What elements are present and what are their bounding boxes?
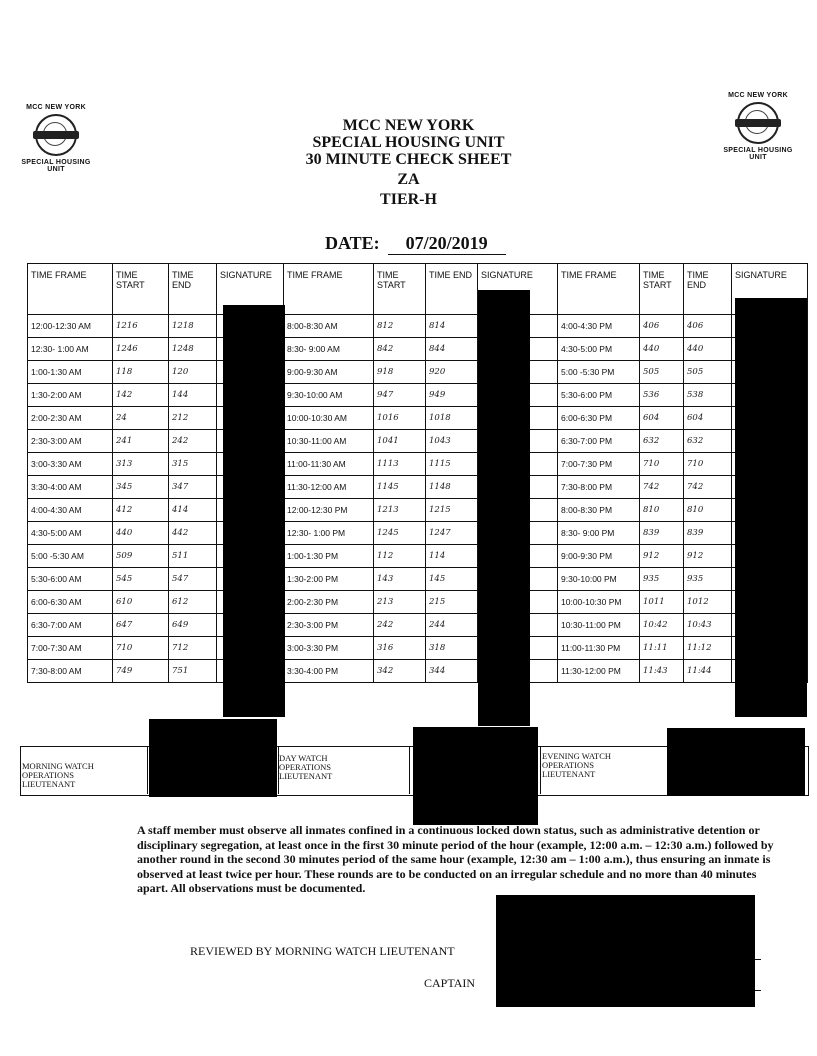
redacted-day-lieutenant [413, 727, 538, 825]
time-end-cell: 1218 [169, 315, 217, 338]
time-start-cell: 918 [374, 361, 426, 384]
time-frame-cell: 1:00-1:30 AM [28, 361, 113, 384]
time-end-cell: 814 [426, 315, 478, 338]
captain-label: CAPTAIN [424, 976, 476, 990]
time-frame-cell: 5:30-6:00 AM [28, 568, 113, 591]
time-start-cell: 1216 [113, 315, 169, 338]
time-end-cell: 414 [169, 499, 217, 522]
table-row [28, 430, 808, 453]
table-row [28, 545, 808, 568]
time-frame-cell: 3:00-3:30 AM [28, 453, 113, 476]
redacted-signature-day [478, 290, 530, 726]
date-line [325, 233, 506, 255]
logo-right-top-text: MCC NEW YORK [728, 92, 788, 99]
time-frame-cell: 10:30-11:00 AM [284, 430, 374, 453]
time-frame-cell: 2:30-3:00 PM [284, 614, 374, 637]
time-start-cell: 24 [113, 407, 169, 430]
logo-left-top-text: MCC NEW YORK [26, 104, 86, 111]
header-time-frame: TIME FRAME [28, 264, 113, 315]
time-start-cell: 242 [374, 614, 426, 637]
time-start-cell: 11:11 [640, 637, 684, 660]
time-end-cell: 11:12 [684, 637, 732, 660]
time-end-cell: 318 [426, 637, 478, 660]
time-end-cell: 505 [684, 361, 732, 384]
title-line-1: MCC NEW YORK [342, 117, 475, 134]
time-frame-cell: 7:00-7:30 AM [28, 637, 113, 660]
time-start-cell: 313 [113, 453, 169, 476]
time-frame-cell: 2:00-2:30 PM [284, 591, 374, 614]
time-start-cell: 1145 [374, 476, 426, 499]
header-signature: SIGNATURE [478, 264, 558, 315]
time-start-cell: 440 [640, 338, 684, 361]
time-end-cell: 712 [169, 637, 217, 660]
time-frame-cell: 12:00-12:30 AM [28, 315, 113, 338]
time-frame-cell: 12:00-12:30 PM [284, 499, 374, 522]
logo-left-bottom-text: SPECIAL HOUSING UNIT [21, 159, 91, 173]
time-frame-cell: 11:30-12:00 AM [284, 476, 374, 499]
time-frame-cell: 2:00-2:30 AM [28, 407, 113, 430]
time-start-cell: 1016 [374, 407, 426, 430]
time-start-cell: 213 [374, 591, 426, 614]
time-frame-cell: 4:00-4:30 AM [28, 499, 113, 522]
evening-lieutenant-label: EVENING WATCH OPERATIONS LIEUTENANT [542, 751, 612, 779]
header-signature: SIGNATURE [217, 264, 284, 315]
time-frame-cell: 4:30-5:00 PM [558, 338, 640, 361]
time-end-cell: 810 [684, 499, 732, 522]
time-start-cell: 406 [640, 315, 684, 338]
title-line-3: 30 MINUTE CHECK SHEET [305, 151, 512, 168]
time-end-cell: 511 [169, 545, 217, 568]
time-start-cell: 749 [113, 660, 169, 683]
time-frame-cell: 6:00-6:30 AM [28, 591, 113, 614]
date-value: 07/20/2019 [388, 233, 506, 255]
header-time-frame: TIME FRAME [284, 264, 374, 315]
table-row [28, 361, 808, 384]
table-row [28, 614, 808, 637]
time-frame-cell: 6:30-7:00 AM [28, 614, 113, 637]
time-end-cell: 442 [169, 522, 217, 545]
header-time-end: TIME END [169, 264, 217, 315]
time-start-cell: 632 [640, 430, 684, 453]
time-frame-cell: 9:30-10:00 AM [284, 384, 374, 407]
header-time-start: TIME START [113, 264, 169, 315]
time-start-cell: 710 [640, 453, 684, 476]
time-start-cell: 742 [640, 476, 684, 499]
time-start-cell: 604 [640, 407, 684, 430]
time-start-cell: 710 [113, 637, 169, 660]
morning-lieutenant-label: MORNING WATCH OPERATIONS LIEUTENANT [22, 761, 94, 789]
time-end-cell: 912 [684, 545, 732, 568]
table-row [28, 338, 808, 361]
time-frame-cell: 5:00 -5:30 PM [558, 361, 640, 384]
time-frame-cell: 7:00-7:30 PM [558, 453, 640, 476]
time-frame-cell: 7:30-8:00 PM [558, 476, 640, 499]
time-start-cell: 647 [113, 614, 169, 637]
time-frame-cell: 10:00-10:30 AM [284, 407, 374, 430]
time-end-cell: 935 [684, 568, 732, 591]
time-frame-cell: 3:00-3:30 PM [284, 637, 374, 660]
time-start-cell: 509 [113, 545, 169, 568]
time-start-cell: 912 [640, 545, 684, 568]
time-start-cell: 1041 [374, 430, 426, 453]
table-row [28, 453, 808, 476]
time-end-cell: 242 [169, 430, 217, 453]
time-frame-cell: 10:00-10:30 PM [558, 591, 640, 614]
time-end-cell: 215 [426, 591, 478, 614]
table-row [28, 637, 808, 660]
time-frame-cell: 10:30-11:00 PM [558, 614, 640, 637]
time-start-cell: 241 [113, 430, 169, 453]
header-time-start: TIME START [374, 264, 426, 315]
time-start-cell: 1011 [640, 591, 684, 614]
time-frame-cell: 11:30-12:00 PM [558, 660, 640, 683]
logo-right-bottom-text: SPECIAL HOUSING UNIT [723, 147, 793, 161]
title-line-5: TIER-H [380, 191, 437, 208]
table-row [28, 407, 808, 430]
header-time-start: TIME START [640, 264, 684, 315]
time-end-cell: 1247 [426, 522, 478, 545]
time-start-cell: 1246 [113, 338, 169, 361]
time-start-cell: 440 [113, 522, 169, 545]
time-frame-cell: 9:00-9:30 AM [284, 361, 374, 384]
time-frame-cell: 3:30-4:00 AM [28, 476, 113, 499]
table-row [28, 522, 808, 545]
time-end-cell: 612 [169, 591, 217, 614]
time-frame-cell: 4:30-5:00 AM [28, 522, 113, 545]
time-end-cell: 145 [426, 568, 478, 591]
time-frame-cell: 8:00-8:30 PM [558, 499, 640, 522]
time-start-cell: 810 [640, 499, 684, 522]
check-sheet-table [27, 263, 808, 683]
redacted-signature-evening [735, 298, 807, 717]
time-start-cell: 536 [640, 384, 684, 407]
time-end-cell: 1115 [426, 453, 478, 476]
time-frame-cell: 3:30-4:00 PM [284, 660, 374, 683]
title-line-4: ZA [397, 171, 420, 188]
time-end-cell: 114 [426, 545, 478, 568]
time-end-cell: 742 [684, 476, 732, 499]
redacted-review-signatures [496, 895, 755, 1007]
time-end-cell: 547 [169, 568, 217, 591]
time-start-cell: 142 [113, 384, 169, 407]
time-end-cell: 1018 [426, 407, 478, 430]
header-time-frame: TIME FRAME [558, 264, 640, 315]
time-end-cell: 710 [684, 453, 732, 476]
time-end-cell: 751 [169, 660, 217, 683]
time-start-cell: 812 [374, 315, 426, 338]
time-start-cell: 545 [113, 568, 169, 591]
time-end-cell: 10:43 [684, 614, 732, 637]
time-end-cell: 844 [426, 338, 478, 361]
time-start-cell: 10:42 [640, 614, 684, 637]
date-label: DATE: [325, 233, 380, 253]
table-row [28, 384, 808, 407]
time-start-cell: 316 [374, 637, 426, 660]
time-start-cell: 1245 [374, 522, 426, 545]
time-frame-cell: 6:30-7:00 PM [558, 430, 640, 453]
time-start-cell: 839 [640, 522, 684, 545]
time-start-cell: 935 [640, 568, 684, 591]
time-start-cell: 112 [374, 545, 426, 568]
time-start-cell: 11:43 [640, 660, 684, 683]
redacted-morning-lieutenant [149, 719, 277, 797]
time-end-cell: 1215 [426, 499, 478, 522]
time-start-cell: 143 [374, 568, 426, 591]
time-frame-cell: 8:30- 9:00 PM [558, 522, 640, 545]
time-end-cell: 315 [169, 453, 217, 476]
reviewed-by-label: REVIEWED BY MORNING WATCH LIEUTENANT [190, 944, 455, 958]
time-start-cell: 947 [374, 384, 426, 407]
time-end-cell: 406 [684, 315, 732, 338]
time-start-cell: 610 [113, 591, 169, 614]
time-end-cell: 212 [169, 407, 217, 430]
time-frame-cell: 2:30-3:00 AM [28, 430, 113, 453]
time-frame-cell: 7:30-8:00 AM [28, 660, 113, 683]
time-end-cell: 649 [169, 614, 217, 637]
table-header-row [28, 264, 808, 315]
time-start-cell: 118 [113, 361, 169, 384]
day-lieutenant-label: DAY WATCH OPERATIONS LIEUTENANT [279, 753, 333, 781]
time-frame-cell: 11:00-11:30 AM [284, 453, 374, 476]
time-end-cell: 120 [169, 361, 217, 384]
table-row [28, 591, 808, 614]
table-row [28, 660, 808, 683]
header-time-end: TIME END [684, 264, 732, 315]
time-frame-cell: 6:00-6:30 PM [558, 407, 640, 430]
redacted-evening-lieutenant [667, 728, 805, 796]
time-start-cell: 1113 [374, 453, 426, 476]
time-end-cell: 244 [426, 614, 478, 637]
time-end-cell: 11:44 [684, 660, 732, 683]
time-start-cell: 412 [113, 499, 169, 522]
time-start-cell: 1213 [374, 499, 426, 522]
time-frame-cell: 1:30-2:00 PM [284, 568, 374, 591]
policy-paragraph: A staff member must observe all inmates confined in a continuous locked down status, such as administrative detention or disciplinary segregation, at least once in the first 30 minute period of the hour (example, 12:00 a.m. – 12:30 a.m.) followed by another round in the second 30 minutes period of the same hour (example, 12:30 am – 1:00 a.m.), thus ensuring an inmate is observed at least twice per hour. These rounds are to be conducted on an irregular schedule and no more than 40 minutes apart. All observations must be documented. [137, 823, 774, 895]
time-end-cell: 1248 [169, 338, 217, 361]
title-line-2: SPECIAL HOUSING UNIT [312, 134, 505, 151]
table-row [28, 499, 808, 522]
time-frame-cell: 12:30- 1:00 AM [28, 338, 113, 361]
time-frame-cell: 9:30-10:00 PM [558, 568, 640, 591]
time-end-cell: 632 [684, 430, 732, 453]
time-frame-cell: 8:30- 9:00 AM [284, 338, 374, 361]
time-end-cell: 1148 [426, 476, 478, 499]
time-frame-cell: 5:30-6:00 PM [558, 384, 640, 407]
time-frame-cell: 5:00 -5:30 AM [28, 545, 113, 568]
table-row [28, 568, 808, 591]
time-end-cell: 538 [684, 384, 732, 407]
time-end-cell: 920 [426, 361, 478, 384]
time-frame-cell: 4:00-4:30 PM [558, 315, 640, 338]
time-start-cell: 342 [374, 660, 426, 683]
time-frame-cell: 1:30-2:00 AM [28, 384, 113, 407]
time-end-cell: 839 [684, 522, 732, 545]
time-end-cell: 604 [684, 407, 732, 430]
time-frame-cell: 12:30- 1:00 PM [284, 522, 374, 545]
time-frame-cell: 8:00-8:30 AM [284, 315, 374, 338]
header-signature: SIGNATURE [732, 264, 808, 315]
time-frame-cell: 11:00-11:30 PM [558, 637, 640, 660]
time-end-cell: 1043 [426, 430, 478, 453]
time-end-cell: 949 [426, 384, 478, 407]
time-frame-cell: 9:00-9:30 PM [558, 545, 640, 568]
header-time-end: TIME END [426, 264, 478, 315]
time-end-cell: 347 [169, 476, 217, 499]
time-end-cell: 1012 [684, 591, 732, 614]
time-start-cell: 505 [640, 361, 684, 384]
time-end-cell: 344 [426, 660, 478, 683]
time-start-cell: 842 [374, 338, 426, 361]
time-end-cell: 144 [169, 384, 217, 407]
time-start-cell: 345 [113, 476, 169, 499]
table-row [28, 476, 808, 499]
table-row [28, 315, 808, 338]
time-end-cell: 440 [684, 338, 732, 361]
redacted-signature-morning [223, 305, 285, 717]
time-frame-cell: 1:00-1:30 PM [284, 545, 374, 568]
